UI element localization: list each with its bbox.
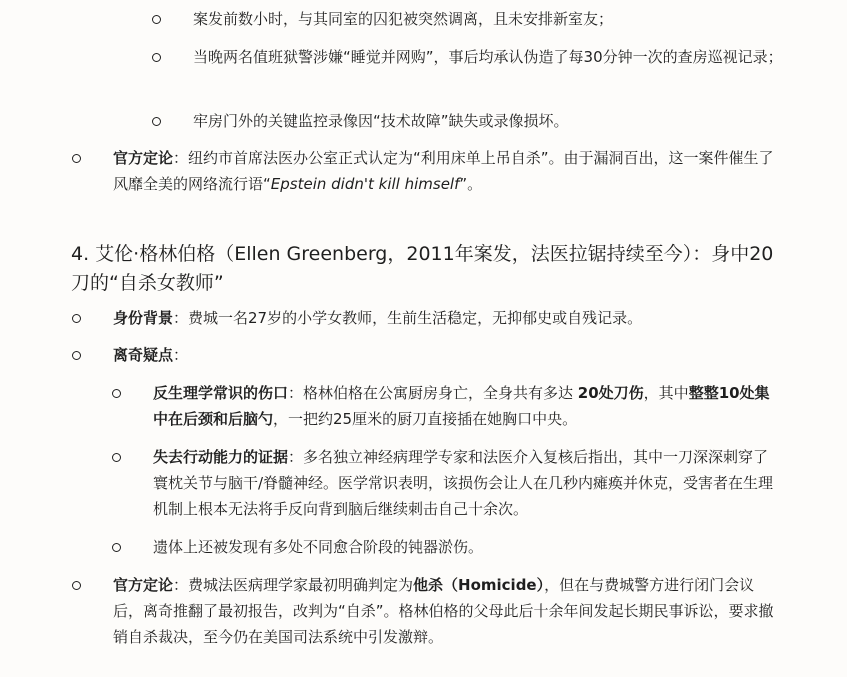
bullet-icon <box>112 453 121 462</box>
bruises-text: 遗体上还被发现有多处不同愈合阶段的钝器淤伤。 <box>153 538 484 556</box>
bullet-icon <box>112 543 121 552</box>
label: 失去行动能力的证据 <box>153 448 289 466</box>
epstein-conclusion-text: 官方定论：纽约市首席法医办公室正式认定为“利用床单上吊自杀”。由于漏洞百出，这一案件催生了风靡全美的网络流行语“Epstein didn't kill himself”。 <box>113 149 774 193</box>
bullet-icon <box>72 351 81 360</box>
greenberg-conclusion-text: 官方定论：费城法医病理学家最初明确判定为他杀（Homicide），但在与费城警方进行闭门会议后，离奇推翻了最初报告，改判为“自杀”。格林伯格的父母此后十余年间发起长期民事诉讼，要求撤销自杀裁决，至今仍在美国司法系统中引发激辩。 <box>113 576 774 646</box>
label: 离奇疑点 <box>113 346 174 364</box>
background-text: 身份背景：费城一名27岁的小学女教师，生前生活稳定，无抑郁史或自残记录。 <box>113 309 643 327</box>
disability-text: 失去行动能力的证据：多名独立神经病理学专家和法医介入复核后指出，其中一刀深深刺穿了寰枕关节与脑干/脊髓神经。医学常识表明，该损伤会让人在几秒内瘫痪并休克，受害者在生理机制上根本无法将手反向背到脑后继续刺击自己十余次。 <box>153 448 774 518</box>
list-item-text: 牢房门外的关键监控录像因“技术故障”缺失或录像损坏。 <box>193 112 569 130</box>
label: 官方定论 <box>113 149 174 167</box>
bullet-icon <box>152 15 161 24</box>
label: 官方定论 <box>113 576 174 594</box>
bullet-icon <box>72 154 81 163</box>
oddities-text: 离奇疑点： <box>113 346 189 364</box>
bullet-icon <box>72 314 81 323</box>
label: 反生理学常识的伤口 <box>153 384 289 402</box>
list-item-text: 当晚两名值班狱警涉嫌“睡觉并网购”，事后均承认伪造了每30分钟一次的查房巡视记录； <box>193 48 783 66</box>
section-heading: 4. 艾伦·格林伯格（Ellen Greenberg，2011年案发，法医拉锯持续至今）：身中20刀的“自杀女教师” <box>71 243 774 294</box>
meme-phrase: Epstein didn't kill himself <box>270 175 460 193</box>
wound-text: 反生理学常识的伤口：格林伯格在公寓厨房身亡，全身共有多达 20处刀伤，其中整整10处集中在后颈和后脑勺，一把约25厘米的厨刀直接插在她胸口中央。 <box>153 384 770 428</box>
bullet-icon <box>152 53 161 62</box>
bullet-icon <box>72 581 81 590</box>
label: 身份背景 <box>113 309 174 327</box>
list-item-text: 案发前数小时，与其同室的囚犯被突然调离，且未安排新室友； <box>193 10 614 28</box>
bullet-icon <box>152 117 161 126</box>
bullet-icon <box>112 389 121 398</box>
